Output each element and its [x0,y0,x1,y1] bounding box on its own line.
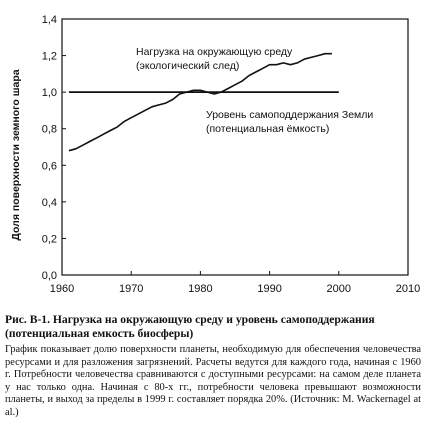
annotations [136,46,373,135]
footprint-annotation: Нагрузка на окружающую среду [136,46,293,58]
y-tick-label: 0,4 [41,196,57,209]
x-tick-label: 1990 [257,283,282,295]
y-tick-label: 0,6 [41,160,57,173]
x-tick-label: 1970 [118,283,144,295]
y-tick-label: 1,4 [41,14,57,26]
x-tick-label: 1980 [188,283,213,295]
x-tick-label: 1960 [49,283,75,295]
y-tick-label: 1,2 [41,50,57,63]
y-tick-label: 0,0 [41,270,57,282]
caption-text: График показывает долю поверхности планеты, необходимую для обеспечения человечества ресурсами и для разложения загрязнений. Расчеты ведутся для каждого года, начиная с 1960 г. Потребности человечества сравниваются с доступными ресурсами: на самом деле планета у нас только одна. Начиная с 80-х гг., потребности человека превышают возможности планеты, и выход за пределы в 1999 г. составляет порядка 20%. (Источник: M. Wackernagel at al.) [5,344,421,418]
y-tick-label: 1,0 [41,87,57,100]
y-tick-label: 0,8 [41,123,57,136]
y-axis-label: Доля поверхности земного шара [10,69,22,241]
capacity-annotation: (потенциальная ёмкость) [206,123,330,135]
caption-title: Рис. В-1. Нагрузка на окружающую среду и уровень самоподдержания (потенциальная емкость биосферы) [5,313,375,340]
footprint-annotation: (экологический след) [136,60,240,72]
capacity-annotation: Уровень самоподдержания Земли [206,109,374,121]
figure-caption [5,313,421,420]
x-tick-label: 2000 [326,283,352,295]
x-tick-label: 2010 [395,283,421,295]
y-tick-label: 0,2 [41,233,57,246]
